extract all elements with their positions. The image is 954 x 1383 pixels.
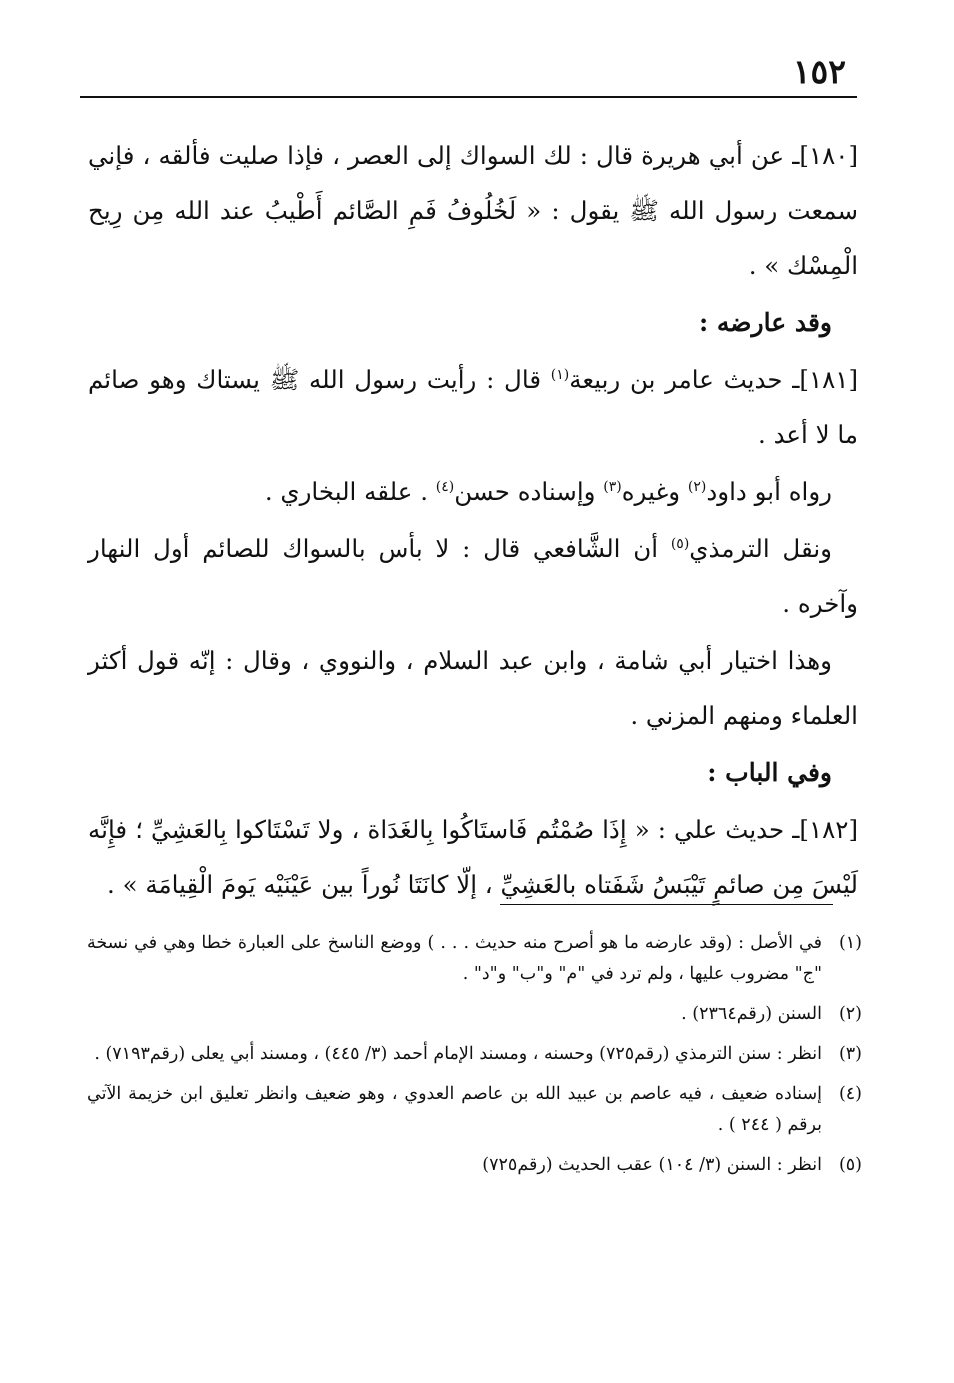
footnote-text: في الأصل : (وقد عارضه ما هو أصرح منه حديث . . . ) ووضع الناسخ على العبارة خطا وهي في نسخة "ج" مضروب عليها ، ولم ترد في "م" و"ب" و"د" . xyxy=(87,933,822,984)
header-rule xyxy=(80,96,857,98)
section-heading-contradiction: وقد عارضه : xyxy=(698,308,832,337)
footnote-text: انظر : السنن (٣/ ١٠٤) عقب الحديث (رقم٧٢٥) xyxy=(482,1155,822,1175)
footnote-text: السنن (رقم٢٣٦٤) . xyxy=(681,1004,822,1024)
section-heading-in-chapter: وفي الباب : xyxy=(707,758,832,787)
narration-paragraph: رواه أبو داود$^{(٢)}$ وغيره$^{(٣)}$ وإسناده حسن$^{(٤)}$ . علقه البخاري . xyxy=(264,477,832,506)
footnote-ref: (٥) xyxy=(670,535,690,552)
footnote-number: (٥) xyxy=(838,1155,862,1175)
footnote-number: (٤) xyxy=(838,1084,862,1104)
footnote xyxy=(87,1039,862,1070)
footnote xyxy=(87,999,862,1030)
footnote xyxy=(87,1079,862,1141)
tirmidhi-paragraph: ونقل الترمذي$^{(٥)}$ أن الشَّافعي قال : لا بأس بالسواك للصائم أول النهار وآخره . xyxy=(88,534,858,618)
scholars-paragraph: وهذا اختيار أبي شامة ، وابن عبد السلام ، والنووي ، وقال : إنّه قول أكثر العلماء ومنهم المزني . xyxy=(88,646,858,730)
footnote-number: (٣) xyxy=(838,1044,862,1064)
hadith-182: [١٨٢]ـ حديث علي : « إِذَا صُمْتُم فَاستَاكُوا بِالغَدَاة ، ولا تَسْتَاكوا بِالعَشِيِّ ؛ فإِنَّه لَيْسَ مِن صائمٍ تَيْبَسُ شَفَتاه بالعَشِيِّ ، إلّا كانَتَا نُوراً بين عَيْنَيْه يَومَ الْقِيامَة » . xyxy=(88,815,858,899)
footnote-text: إسناده ضعيف ، فيه عاصم بن عبيد الله بن عاصم العدوي ، وهو ضعيف وانظر تعليق ابن خزيمة الآتي برقم ( ٢٤٤ ) . xyxy=(87,1084,822,1135)
hadith-180: [١٨٠]ـ عن أبي هريرة قال : لك السواك إلى العصر ، فإذا صليت فألقه ، فإني سمعت رسول الله ﷺ يقول : « لَخُلُوفُ فَمِ الصَّائم أَطْيبُ عند الله مِن رِيح الْمِسْك » . xyxy=(88,141,858,280)
footnotes xyxy=(87,928,862,1190)
footnote-number: (١) xyxy=(838,933,862,953)
footnote-number: (٢) xyxy=(838,1004,862,1024)
footnote-ref: (٣) xyxy=(603,478,622,495)
footnote-separator xyxy=(500,904,833,905)
footnote-ref: (٢) xyxy=(687,478,707,495)
footnote xyxy=(87,928,862,990)
footnote xyxy=(87,1150,862,1181)
footnote-ref: (٤) xyxy=(435,478,455,495)
footnote-ref: (١) xyxy=(550,366,570,383)
footnote-text: انظر : سنن الترمذي (رقم٧٢٥) وحسنه ، ومسند الإمام أحمد (٣/ ٤٤٥) ، ومسند أبي يعلى (رقم٧١٩٣) . xyxy=(94,1044,822,1064)
main-text xyxy=(88,128,858,914)
hadith-181: [١٨١]ـ حديث عامر بن ربيعة$^{(١)}$ قال : رأيت رسول الله ﷺ يستاك وهو صائم ما لا أعد . xyxy=(88,365,859,449)
page-number: ١٥٢ xyxy=(792,52,846,91)
